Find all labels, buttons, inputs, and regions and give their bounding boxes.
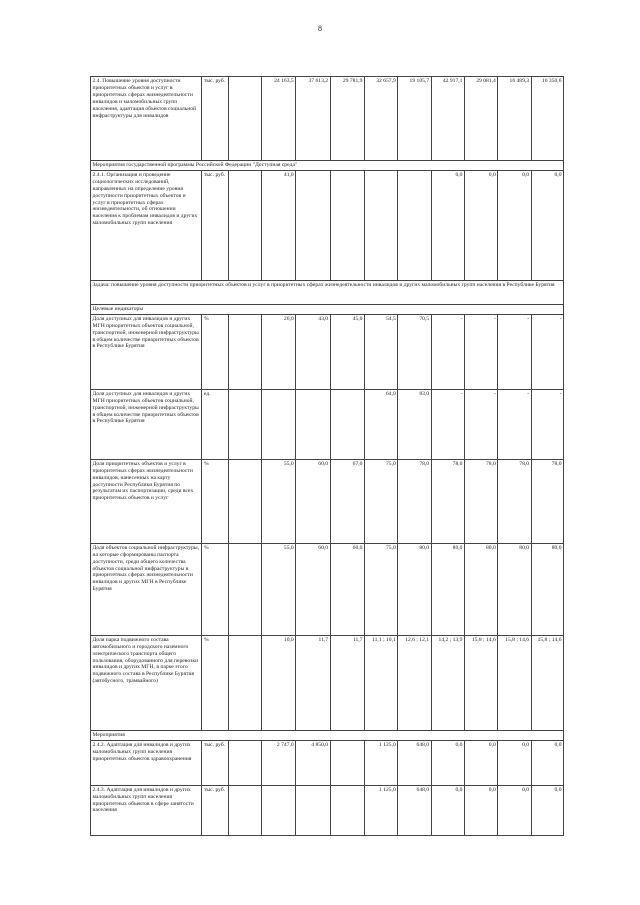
row-unit: тыс. руб. [202,740,228,785]
value-cell: - [531,314,563,389]
section-label: Задача: повышение уровня доступности приоритетных объектов и услуг в приоритетных сферах жизнедеятельности инвалидов и других маломобильных групп населения в Республике Бурятия [91,280,564,304]
value-cell: 1 125,0 [364,785,397,835]
value-cell: 0,0 [531,785,563,835]
value-cell: 80,0 [431,543,464,635]
value-cell: 24 163,5 [261,77,295,161]
table-row [91,635,564,730]
row-name: 2.4. Повышение уровня доступности приоритетных объектов и услуг в приоритетных сферах жизнедеятельности инвалидов и маломобильных групп населения, адаптация объектов социальной инфраструктуры для инвалидов [91,77,202,161]
row-name: 2.4.1. Организация и проведение социологических исследований, направленных на определение уровня доступности приоритетных объектов и услуг в приоритетных сферах жизнедеятельности, об отношении населения к проблемам инвалидов и других маломобильных групп населения [91,170,202,280]
value-cell: - [531,389,563,459]
value-cell: 60,0 [296,543,330,635]
value-cell: 83,0 [398,389,431,459]
value-cell: 0,0 [498,785,531,835]
value-cell [261,785,295,835]
value-cell: 11,7 [296,635,330,730]
table-row [91,785,564,835]
value-cell: 55,0 [261,543,295,635]
table-row [91,740,564,785]
value-cell: 54,5 [364,314,397,389]
section-row [91,730,564,740]
value-cell: 0,0 [464,740,497,785]
section-row [91,304,564,314]
value-cell: 55,0 [261,459,295,543]
value-cell [364,170,397,280]
section-label: Целевые индикаторы [91,304,564,314]
value-cell: 2 747,0 [261,740,295,785]
value-cell: 19 105,7 [398,77,431,161]
value-cell [228,543,261,635]
value-cell: 42 917,1 [431,77,464,161]
value-cell: 80,0 [498,543,531,635]
value-cell: - [464,314,497,389]
value-cell: 0,0 [464,785,497,835]
value-cell: 67,0 [330,459,364,543]
value-cell: 0,0 [464,170,497,280]
section-row [91,161,564,171]
value-cell: 75,0 [364,543,397,635]
value-cell: 0,0 [531,740,563,785]
row-unit: тыс. руб. [202,785,228,835]
value-cell: - [498,389,531,459]
value-cell: 10,0 [261,635,295,730]
row-unit: тыс. руб. [202,170,228,280]
row-unit: ед. [202,389,228,459]
value-cell: 80,0 [398,543,431,635]
value-cell [228,389,261,459]
value-cell: 648,0 [398,740,431,785]
value-cell: 45,0 [330,314,364,389]
value-cell: 60,0 [330,543,364,635]
row-name: Доля приоритетных объектов и услуг в приоритетных сферах жизнедеятельности инвалидов, нанесенных на карту доступности Республики Бурятия по результатам их паспортизации, среди всех приоритетных объектов и услуг [91,459,202,543]
row-unit: % [202,543,228,635]
value-cell: 70,5 [398,314,431,389]
value-cell: 15,8 ; 14,6 [498,635,531,730]
value-cell: - [464,389,497,459]
value-cell: - [498,314,531,389]
value-cell: 0,0 [498,740,531,785]
table-row [91,77,564,161]
value-cell: 75,0 [364,459,397,543]
row-name: Доля доступных для инвалидов и других МГН приоритетных объектов социальной, транспортной, инженерной инфраструктуры в общем количестве приоритетных объектов в Республике Бурятия [91,389,202,459]
program-indicators-table [90,76,564,836]
value-cell: 64,0 [364,389,397,459]
value-cell: 16 489,3 [498,77,531,161]
row-name: Доля доступных для инвалидов и других МГН приоритетных объектов социальной, транспортной, инженерной инфраструктуры в общем количестве приоритетных объектов в Республике Бурятия [91,314,202,389]
value-cell [228,635,261,730]
value-cell [228,459,261,543]
page-number: 8 [318,24,322,33]
value-cell: 80,0 [464,543,497,635]
section-label: Мероприятия [91,730,564,740]
value-cell: 11,7 [330,635,364,730]
row-name: Доля объектов социальной инфраструктуры, на которые сформированы паспорта доступности, среди общего количества объектов социальной инфраструктуры в приоритетных сферах жизнедеятельности инвалидов и других МГН в Республике Бурятия [91,543,202,635]
value-cell: 14,2 ; 13,9 [431,635,464,730]
value-cell [228,170,261,280]
value-cell [296,785,330,835]
value-cell: 60,0 [296,459,330,543]
row-name: 2.4.2. Адаптация для инвалидов и других маломобильных групп населения приоритетных объектов здравоохранения [91,740,202,785]
table-row [91,459,564,543]
value-cell: 4 850,0 [296,740,330,785]
value-cell: - [431,314,464,389]
value-cell: 80,0 [531,543,563,635]
value-cell: 648,0 [398,785,431,835]
value-cell [330,740,364,785]
value-cell: 78,0 [464,459,497,543]
value-cell: 0,0 [431,170,464,280]
table-row [91,389,564,459]
value-cell [228,77,261,161]
section-label: Мероприятия государственной программы Российской Федерации "Доступная среда" [91,161,564,171]
value-cell [330,389,364,459]
value-cell: 15,8 ; 14,6 [531,635,563,730]
value-cell: 0,0 [531,170,563,280]
value-cell: 37 613,2 [296,77,330,161]
value-cell: 1 125,0 [364,740,397,785]
value-cell: 26,0 [261,314,295,389]
value-cell: 16 350,6 [531,77,563,161]
value-cell: 11,1 ; 10,1 [364,635,397,730]
value-cell [261,389,295,459]
value-cell [296,170,330,280]
value-cell: 43,0 [296,314,330,389]
value-cell: 15,8 ; 14,6 [464,635,497,730]
value-cell [228,314,261,389]
value-cell: 32 657,9 [364,77,397,161]
value-cell: 0,0 [431,785,464,835]
row-unit: % [202,635,228,730]
value-cell [330,785,364,835]
section-row [91,280,564,304]
value-cell: 78,0 [431,459,464,543]
value-cell: 0,0 [498,170,531,280]
value-cell: 78,0 [398,459,431,543]
value-cell: 78,0 [531,459,563,543]
row-unit: тыс. руб. [202,77,228,161]
row-name: 2.4.3. Адаптация для инвалидов и других маломобильных групп населения приоритетных объектов в сфере занятости населения [91,785,202,835]
value-cell: 12,6 ; 12,1 [398,635,431,730]
value-cell: - [431,389,464,459]
value-cell: 29 081,4 [464,77,497,161]
value-cell [228,785,261,835]
value-cell: 0,0 [431,740,464,785]
value-cell [228,740,261,785]
table-row [91,170,564,280]
table-row [91,314,564,389]
value-cell: 41,0 [261,170,295,280]
table-row [91,543,564,635]
value-cell [330,170,364,280]
value-cell [398,170,431,280]
value-cell: 78,0 [498,459,531,543]
row-name: Доля парка подвижного состава автомобильного и городского наземного электрического транспорта общего пользования, оборудованного для перевозки инвалидов и других МГН, в парке этого подвижного состава в Республике Бурятия (автобусного, трамвайного) [91,635,202,730]
row-unit: % [202,459,228,543]
value-cell [296,389,330,459]
row-unit: % [202,314,228,389]
value-cell: 29 781,9 [330,77,364,161]
